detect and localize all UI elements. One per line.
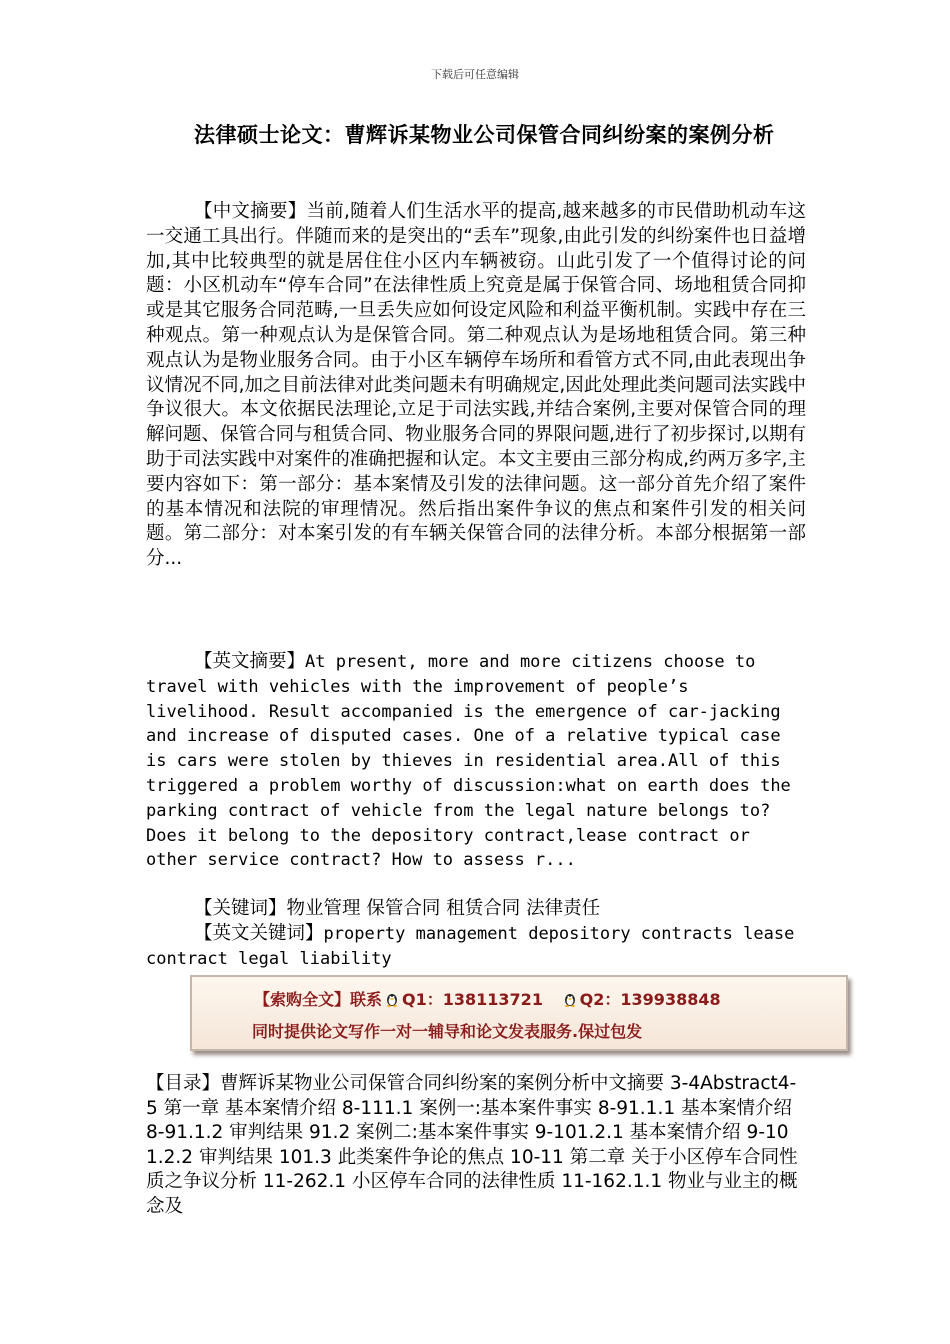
chinese-abstract-text: 当前,随着人们生活水平的提高,越来越多的市民借助机动车这一交通工具出行。伴随而来的是突出的“丢车”现象,由此引发的纠纷案件也日益增加,其中比较典型的就是居住住小区内车辆被窃。山此引发了一个值得讨论的问题：小区机动车“停车合同”在法律性质上究竟是属于保管合同、场地租赁合同抑或是其它服务合同范畴,一旦丢失应如何设定风险和利益平衡机制。实践中存在三种观点。第一种观点认为是保管合同。第二种观点认为是场地租赁合同。第三种观点认为是物业服务合同。由于小区车辆停车场所和看管方式不同,由此表现出争议情况不同,加之目前法律对此类问题未有明确规定,因此处理此类问题司法实践中争议很大。本文依据民法理论,立足于司法实践,并结合案例,主要对保管合同的理解问题、保管合同与租赁合同、物业服务合同的界限问题,进行了初步探讨,以期有助于司法实践中对案件的准确把握和认定。本文主要由三部分构成,约两万多字,主要内容如下：第一部分：基本案情及引发的法律问题。这一部分首先介绍了案件的基本情况和法院的审理情况。然后指出案件争议的焦点和案件引发的相关问题。第二部分：对本案引发的有车辆关保管合同的法律分析。本部分根据第一部分... [146, 201, 806, 570]
document-title: 法律硕士论文：曹辉诉某物业公司保管合同纠纷案的案例分析 [194, 123, 775, 147]
banner-q2: Q2：139938848 [579, 990, 721, 1009]
banner-prefix: 【索购全文】联系 [254, 990, 383, 1009]
english-abstract [146, 650, 806, 873]
english-keywords [146, 922, 806, 972]
toc-label: 【目录】 [146, 1073, 221, 1094]
keywords-text: 物业管理 保管合同 租赁合同 法律责任 [286, 898, 601, 919]
header-note: 下载后可任意编辑 [431, 68, 519, 81]
qq-penguin-icon [562, 991, 578, 1007]
banner-contact-line [254, 987, 721, 1010]
toc-text: 曹辉诉某物业公司保管合同纠纷案的案例分析中文摘要 3-4Abstract4-5 第一章 基本案情介绍 8-111.1 案例一:基本案件事实 8-91.1.1 基本案情介绍 8-91.1.2 审判结果 91.2 案例二:基本案件事实 9-101.2.1 基本案情介绍 9-101.2.2 审判结果 101.3 此类案件争论的焦点 10-11 第二章 关于小区停车合同性质之争议分析 11-262.1 小区停车合同的法律性质 11-162.1.1 物业与业主的概念及 [146, 1073, 798, 1217]
table-of-contents [146, 1072, 806, 1220]
banner-service-line: 同时提供论文写作一对一辅导和论文发表服务.保过包发 [252, 1022, 643, 1041]
english-abstract-label: 【英文摘要】 [194, 651, 306, 672]
keywords [146, 897, 806, 922]
purchase-banner[interactable] [190, 975, 848, 1051]
english-abstract-text: At present, more and more citizens choose to travel with vehicles with the improvement of people’s livelihood. Result accompanied is the emergence of car-jacking and increase of disputed cases. One of a relative typical case is cars were stolen by thieves in residential area.All of this triggered a problem worthy of discussion:what on earth does the parking contract of vehicle from the legal nature belongs to?Does it belong to the depository contract,lease contract or other service contract? How to assess r... [146, 652, 791, 871]
english-keywords-label: 【英文关键词】 [194, 923, 324, 944]
english-keywords-text: property management depository contracts lease contract legal liability [146, 924, 795, 969]
keywords-label: 【关键词】 [194, 898, 287, 919]
qq-penguin-icon [384, 991, 400, 1007]
chinese-abstract [146, 200, 806, 572]
banner-q1: Q1：138113721 [402, 990, 543, 1009]
chinese-abstract-label: 【中文摘要】 [194, 201, 307, 222]
